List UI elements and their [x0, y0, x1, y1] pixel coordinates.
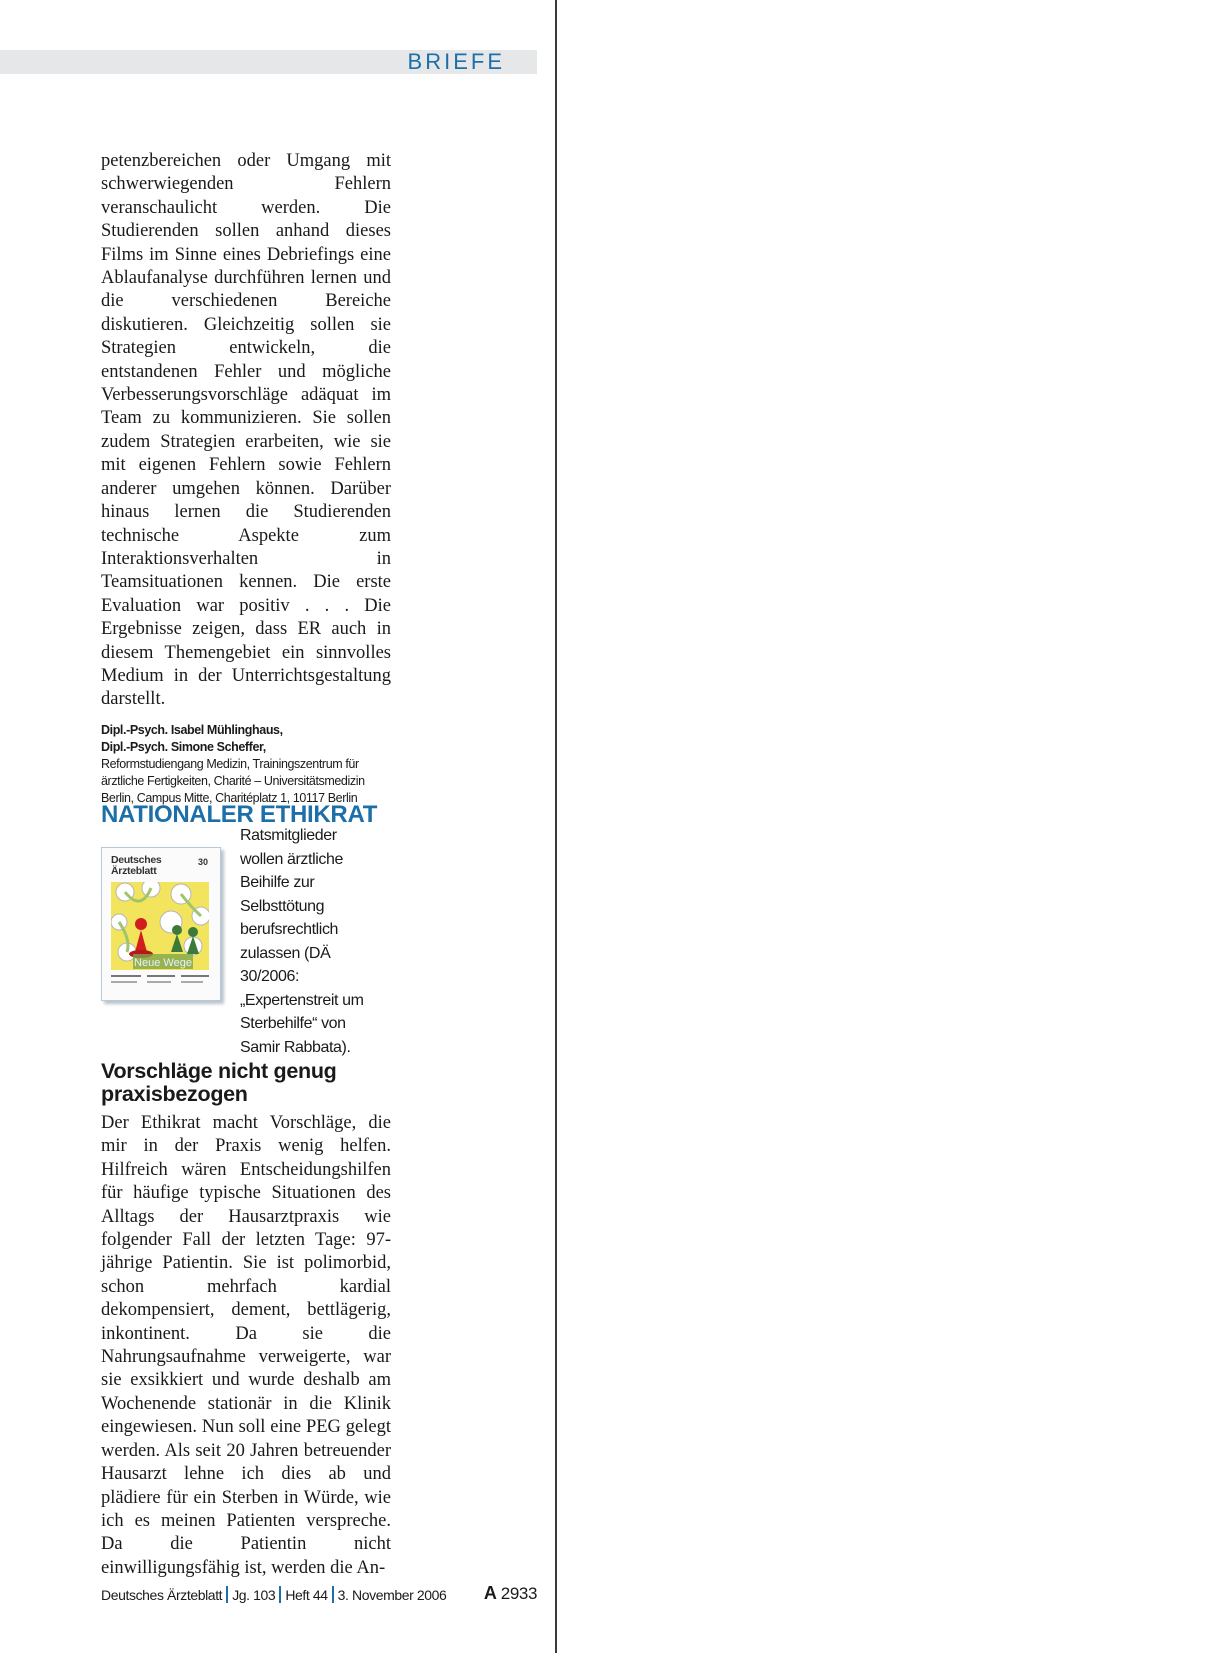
footer-journal: Deutsches Ärzteblatt — [101, 1587, 223, 1603]
footer-date: 3. November 2006 — [337, 1587, 447, 1603]
cover-caption: Neue Wege — [134, 957, 192, 969]
letter-2-headline: Vorschläge nicht genug praxisbezogen — [101, 1059, 337, 1106]
section-label: BRIEFE — [407, 49, 505, 74]
letter-1-signature — [101, 722, 391, 807]
footer-issue: Heft 44 — [285, 1587, 328, 1603]
section-intro: Ratsmitglieder wollen ärztliche Beihilfe zur Selbsttötung berufsrechtlich zulassen (DÄ 30/2006: „Expertenstreit um Sterbehilfe“ von Samir Rabbata). — [240, 827, 364, 1056]
cover-footer-lines — [111, 973, 209, 995]
footer-volume: Jg. 103 — [232, 1587, 276, 1603]
magazine-cover-image — [101, 847, 221, 1001]
author-2: Dipl.-Psych. Simone Scheffer, — [101, 739, 266, 754]
letter-2-body: Der Ethikrat macht Vorschläge, die mir in der Praxis wenig helfen. Hilfreich wären Entscheidungshilfen für häufige typische Situationen des Alltags der Hausarztpraxis wie folgender Fall der letzten Tage: 97-jährige Patientin. Sie ist polimorbid, schon mehrfach kardial dekompensiert, dement, bettlägerig, inkontinent. Da sie die Nahrungsaufnahme verweigerte, war sie exsikkiert und wurde deshalb am Wochenende stationär in die Klinik eingewiesen. Nun soll eine PEG gelegt werden. Als seit 20 Jahren betreuender Hausarzt lehne ich dies ab und plädiere für ein Sterben in Würde, wie ich es meinen Patienten verspreche. Da die Patientin nicht einwilligungsfähig ist, werden die An- — [101, 1113, 391, 1578]
section-title: NATIONALER ETHIKRAT — [101, 801, 378, 828]
board-game-illustration — [111, 882, 209, 970]
cover-issue-number: 30 — [197, 857, 208, 867]
author-1: Dipl.-Psych. Isabel Mühlinghaus, — [101, 722, 283, 737]
author-affiliation: Reformstudiengang Medizin, Trainingszentrum für ärztliche Fertigkeiten, Charité – Universitätsmedizin Berlin, Campus Mitte, Charitéplatz 1, 10117 Berlin — [101, 756, 365, 805]
letter-1 — [101, 150, 391, 807]
page-footer — [101, 1585, 537, 1605]
cover-title: Deutsches Ärzteblatt — [111, 854, 162, 877]
column-divider — [555, 0, 557, 1653]
letter-1-body: petenzbereichen oder Umgang mit schwerwiegenden Fehlern veranschaulicht werden. Die Studierenden sollen anhand dieses Films im Sinne eines Debriefings eine Ablaufanalyse durchführen lernen und die verschiedenen Bereiche diskutieren. Gleichzeitig sollen sie Strategien entwickeln, die entstandenen Fehler und mögliche Verbesserungsvorschläge adäquat im Team zu kommunizieren. Sie sollen zudem Strategien erarbeiten, wie sie mit eigenen Fehlern sowie Fehlern anderer umgehen können. Darüber hinaus lernen die Studierenden technische Aspekte zum Interaktionsverhalten in Teamsituationen kennen. Die erste Evaluation war positiv . . . Die Ergebnisse zeigen, dass ER auch in diesem Themengebiet ein sinnvolles Medium in der Unterrichtsgestaltung darstellt. — [101, 151, 391, 710]
header-bar — [0, 50, 537, 74]
page-number: A 2933 — [483, 1583, 537, 1603]
letter-2 — [101, 1060, 391, 1580]
